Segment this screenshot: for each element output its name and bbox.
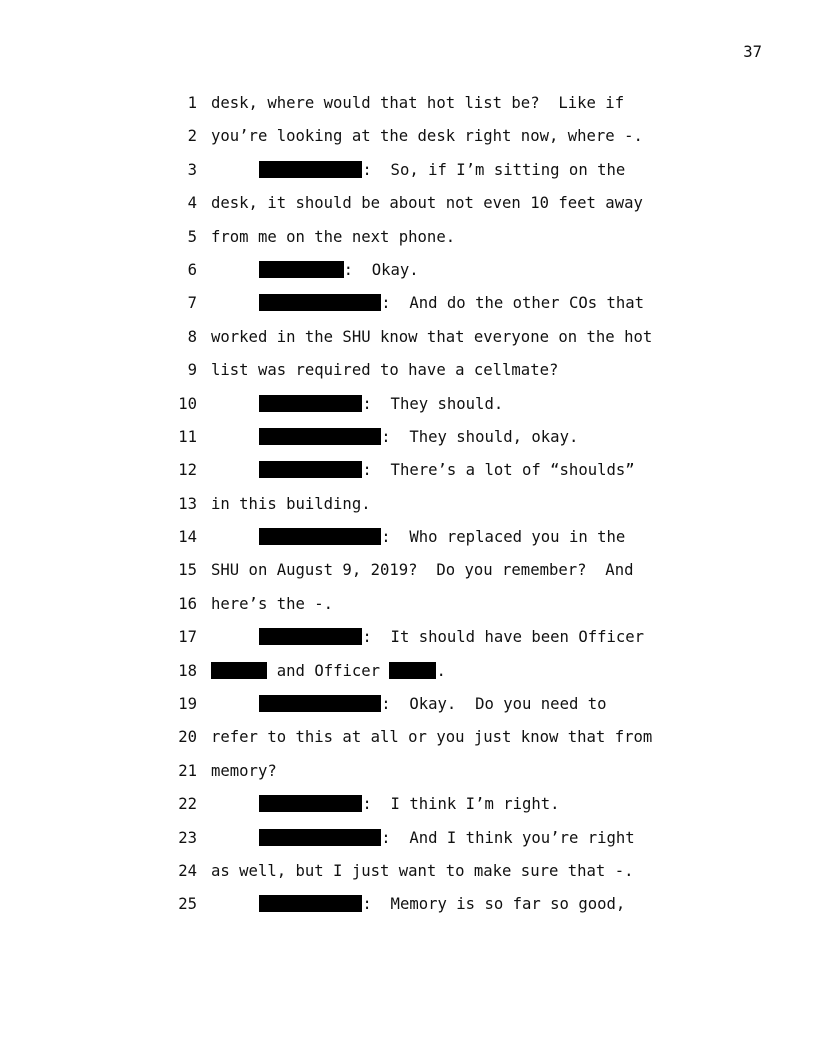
line-text-content: : Okay. [343, 260, 419, 279]
line-text-segment: and Officer [267, 661, 390, 680]
redaction-block [259, 829, 381, 846]
line-text [211, 595, 333, 613]
line-text-content: desk, where would that hot list be? Like if [211, 94, 625, 112]
transcript-line [0, 595, 816, 628]
transcript-line [0, 428, 816, 461]
line-text [211, 728, 652, 746]
transcript-line [0, 495, 816, 528]
transcript-line [0, 194, 816, 227]
line-number: 12 [178, 461, 197, 480]
line-number: 8 [187, 327, 197, 346]
line-text-content: desk, it should be about not even 10 feet away [211, 194, 643, 213]
line-text-content: : There’s a lot of “shoulds” [362, 461, 635, 480]
transcript-line [0, 561, 816, 594]
transcript-line [0, 528, 816, 561]
line-number: 23 [178, 828, 197, 847]
line-text-content: SHU on August 9, 2019? Do you remember? And [211, 561, 634, 580]
transcript-line [0, 461, 816, 494]
transcript-line [0, 127, 816, 160]
transcript-line [0, 261, 816, 294]
line-text [259, 161, 625, 179]
line-number: 6 [187, 260, 197, 279]
line-text [259, 428, 578, 446]
line-number: 4 [187, 194, 197, 213]
redaction-block [259, 261, 344, 278]
line-text-content: : Who replaced you in the [381, 528, 626, 547]
line-text [259, 795, 560, 813]
line-text-content: in this building. [211, 494, 371, 513]
transcript-line [0, 294, 816, 327]
line-number: 14 [178, 528, 197, 547]
line-number: 9 [187, 361, 197, 380]
line-text [259, 628, 644, 646]
line-number: 16 [178, 594, 197, 613]
line-number: 3 [187, 160, 197, 179]
line-text-content: : I think I’m right. [362, 795, 560, 814]
line-text-content: list was required to have a cellmate? [211, 361, 559, 380]
redaction-block [259, 795, 362, 812]
line-text-content: : They should. [362, 394, 504, 413]
line-text-content: : And I think you’re right [381, 828, 635, 847]
line-text-content: : Memory is so far so good, [362, 895, 626, 914]
line-text-content: refer to this at all or you just know that from [211, 728, 653, 747]
line-text [259, 294, 644, 312]
redaction-block [259, 161, 362, 178]
line-number: 5 [187, 227, 197, 246]
line-text [259, 461, 635, 479]
line-number: 24 [178, 861, 197, 880]
transcript-line [0, 228, 816, 261]
line-text [211, 228, 455, 246]
transcript-body [0, 94, 816, 929]
transcript-line [0, 695, 816, 728]
transcript-line [0, 895, 816, 928]
page-number: 37 [743, 43, 762, 61]
line-text [259, 395, 503, 413]
line-text-content: here’s the -. [211, 594, 334, 613]
transcript-line [0, 728, 816, 761]
transcript-line [0, 161, 816, 194]
line-text-content: : Okay. Do you need to [381, 695, 607, 714]
line-number: 10 [178, 394, 197, 413]
line-text [211, 127, 643, 145]
line-text [259, 261, 419, 279]
line-number: 22 [178, 795, 197, 814]
line-text-content: memory? [211, 761, 277, 780]
redaction-block [259, 895, 362, 912]
line-text-content: : And do the other COs that [381, 294, 645, 313]
line-number: 20 [178, 728, 197, 747]
transcript-line [0, 328, 816, 361]
line-number: 17 [178, 628, 197, 647]
line-number: 21 [178, 761, 197, 780]
line-text [211, 561, 633, 579]
line-number: 15 [178, 561, 197, 580]
redaction-block [389, 662, 436, 679]
redaction-block [259, 695, 381, 712]
redaction-block [259, 294, 381, 311]
line-text-content: you’re looking at the desk right now, where -. [211, 127, 643, 146]
redaction-block [259, 461, 362, 478]
redaction-block [259, 528, 381, 545]
line-number: 2 [187, 127, 197, 146]
line-number: 19 [178, 695, 197, 714]
transcript-line [0, 795, 816, 828]
transcript-line [0, 628, 816, 661]
line-text [211, 328, 652, 346]
line-number: 7 [187, 294, 197, 313]
line-number: 18 [178, 661, 197, 680]
line-text-content: worked in the SHU know that everyone on the hot [211, 327, 653, 346]
redaction-block [211, 662, 267, 679]
line-text-content: : It should have been Officer [362, 628, 645, 647]
transcript-line [0, 395, 816, 428]
line-number: 1 [187, 94, 197, 112]
line-text [211, 862, 633, 880]
line-number: 25 [178, 895, 197, 914]
line-text [211, 495, 371, 513]
line-text [211, 762, 277, 780]
redaction-block [259, 628, 362, 645]
transcript-line [0, 829, 816, 862]
line-text [259, 895, 625, 913]
transcript-line [0, 862, 816, 895]
transcript-line [0, 361, 816, 394]
redaction-block [259, 395, 362, 412]
line-text [259, 695, 607, 713]
line-number: 13 [178, 494, 197, 513]
line-text [259, 829, 635, 847]
line-number: 11 [178, 427, 197, 446]
line-text-content: : They should, okay. [381, 427, 579, 446]
transcript-line [0, 762, 816, 795]
redaction-block [259, 428, 381, 445]
line-text [211, 361, 558, 379]
line-text [211, 194, 643, 212]
line-text-content: as well, but I just want to make sure that -. [211, 861, 634, 880]
line-text [211, 662, 446, 680]
line-text [211, 94, 624, 112]
transcript-line [0, 94, 816, 127]
line-text-content: : So, if I’m sitting on the [362, 160, 626, 179]
line-text-content: from me on the next phone. [211, 227, 456, 246]
line-text [259, 528, 625, 546]
line-text-segment: . [436, 661, 446, 680]
transcript-line [0, 662, 816, 695]
